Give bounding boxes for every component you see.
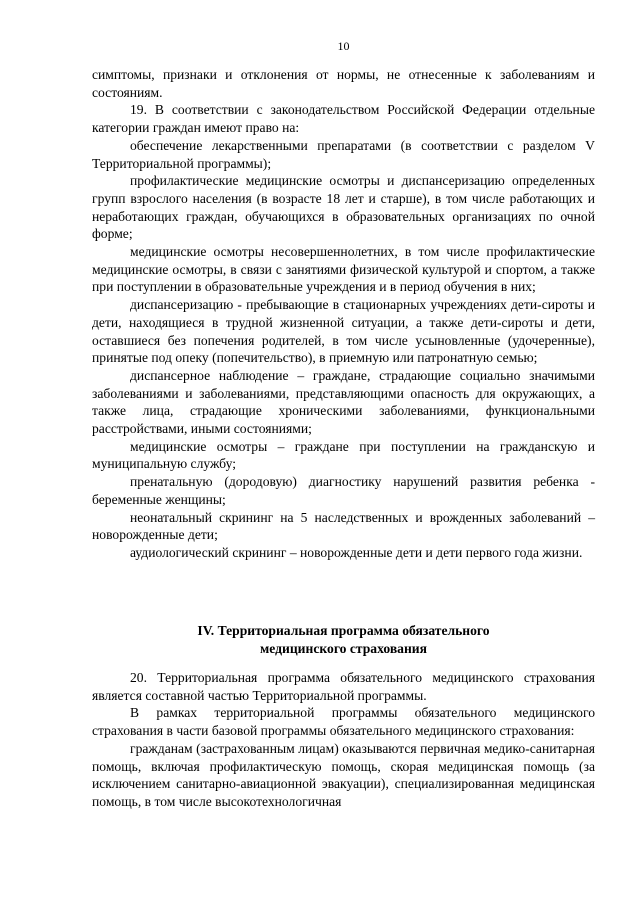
paragraph-clause-20: 20. Территориальная программа обязательного медицинского страхования является составной частью Территориальной программы.	[92, 670, 595, 703]
paragraph-list-item: аудиологический скрининг – новорожденные дети и дети первого года жизни.	[130, 544, 583, 560]
paragraph-list-item: медицинские осмотры несовершеннолетних, в том числе профилактические медицинские осмотры, в связи с занятиями физической культурой и спортом, а также при поступлении в образовательные учреждения и в период обучения в них;	[92, 244, 595, 295]
paragraph-list-item: медицинские осмотры – граждане при поступлении на гражданскую и муниципальную службу;	[92, 438, 595, 472]
section-heading-line-2: медицинского страхования	[260, 640, 427, 656]
paragraph-list-item: пренатальную (дородовую) диагностику нарушений развития ребенка - беременные женщины;	[92, 474, 595, 507]
paragraph-text: В рамках территориальной программы обязательного медицинского страхования в части базовой программы обязательного медицинского страхования:	[92, 705, 595, 739]
paragraph-list-item: неонатальный скрининг на 5 наследственных и врожденных заболеваний – новорожденные дети;	[92, 509, 595, 543]
paragraph-list-item: профилактические медицинские осмотры и диспансеризацию определенных групп взрослого населения (в возрасте 18 лет и старше), в том числе работающих и неработающих граждан, обучающихся в образовательных организациях по очной форме;	[92, 173, 595, 242]
section-heading	[92, 622, 595, 657]
paragraph-list-item: диспансерное наблюдение – граждане, страдающие социально значимыми заболеваниями и заболеваниями, представляющими опасность для окружающих, а также лица, страдающие хроническими заболеваниями, функциональными расстройствами, иными состояниями;	[92, 367, 595, 437]
paragraph-list-item: диспансеризацию - пребывающие в стационарных учреждениях дети-сироты и дети, находящиеся в трудной жизненной ситуации, а также дети-сироты и дети, оставшиеся без попечения родителей, в том числе усыновленные (удочеренные), принятые под опеку (попечительство), в приемную или патронатную семью;	[92, 297, 595, 366]
page-number: 10	[337, 39, 350, 53]
document-page	[92, 0, 595, 905]
body-text-bottom	[92, 669, 595, 811]
paragraph-clause-19: 19. В соответствии с законодательством Российской Федерации отдельные категории граждан имеют право на:	[92, 102, 595, 136]
section-heading-line-1: IV. Территориальная программа обязательного	[197, 623, 490, 638]
paragraph-text: гражданам (застрахованным лицам) оказываются первичная медико-санитарная помощь, включая профилактическую помощь, скорая медицинская помощь (за исключением санитарно-авиационной эвакуации), специализированная медицинская помощь, в том числе высокотехнологичная	[92, 740, 595, 809]
paragraph-list-item: обеспечение лекарственными препаратами (в соответствии с разделом V Территориальной программы);	[92, 137, 595, 171]
paragraph-continuation: симптомы, признаки и отклонения от нормы, не отнесенные к заболеваниям и состояниям.	[92, 67, 595, 100]
body-text-top	[92, 66, 595, 562]
